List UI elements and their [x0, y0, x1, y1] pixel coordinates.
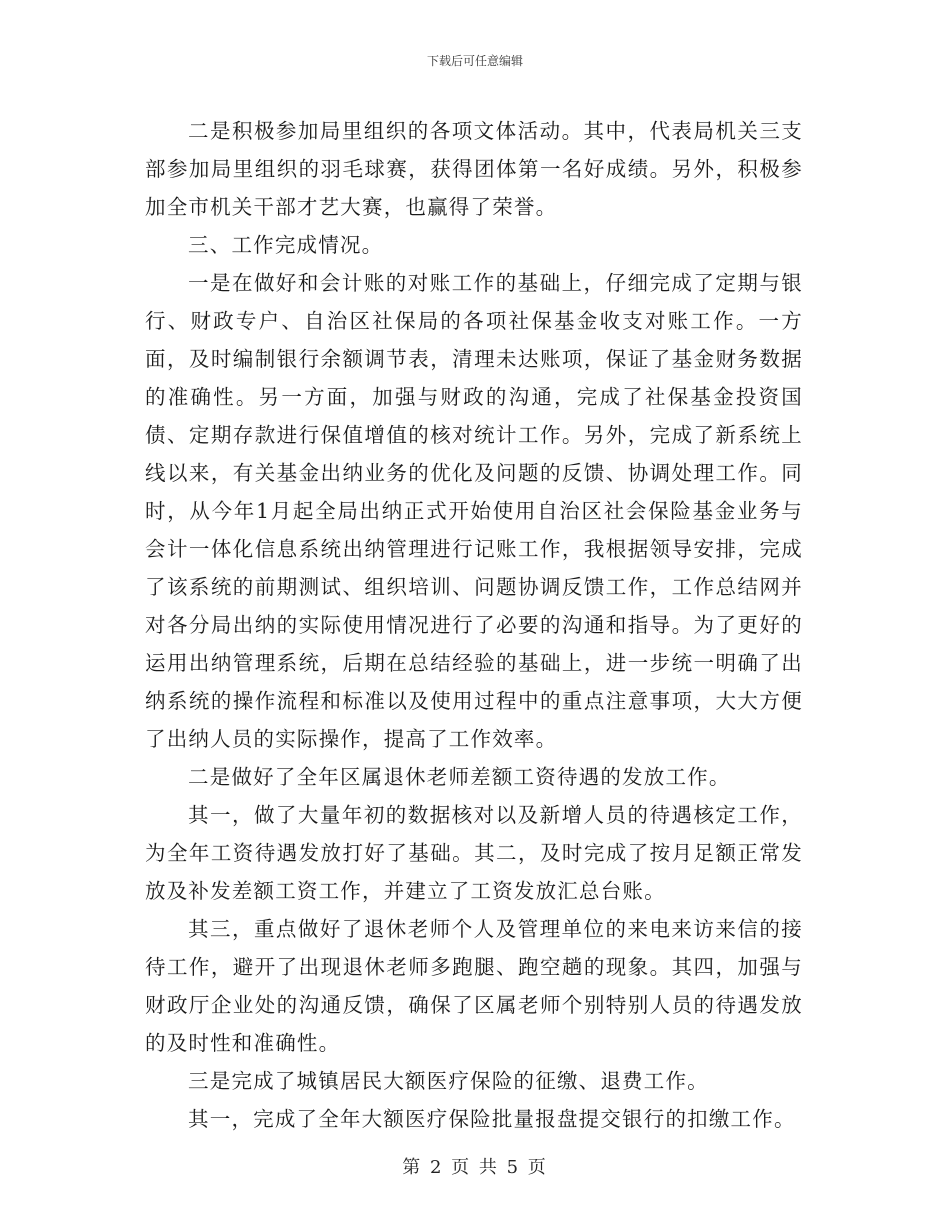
- page-header: 下载后可任意编辑: [426, 54, 523, 68]
- paragraph: 其一，完成了全年大额医疗保险批量报盘提交银行的扣缴工作。: [188, 1107, 796, 1131]
- page-number: 第 2 页 共 5 页: [402, 1157, 548, 1178]
- document-body: [145, 112, 803, 1138]
- paragraph: 一是在做好和会计账的对账工作的基础上，仔细完成了定期与银行、财政专户、自治区社保局的各项社保基金收支对账工作。一方面，及时编制银行余额调节表，清理未达账项，保证了基金财务数据的准确性。另一方面，加强与财政的沟通，完成了社保基金投资国债、定期存款进行保值增值的核对统计工作。另外，完成了新系统上线以来，有关基金出纳业务的优化及问题的反馈、协调处理工作。同时，从今年1月起全局出纳正式开始使用自治区社会保险基金业务与会计一体化信息系统出纳管理进行记账工作，我根据领导安排，完成了该系统的前期测试、组织培训、问题协调反馈工作，工作总结网并对各分局出纳的实际使用情况进行了必要的沟通和指导。为了更好的运用出纳管理系统，后期在总结经验的基础上，进一步统一明确了出纳系统的操作流程和标准以及使用过程中的重点注意事项，大大方便了出纳人员的实际操作，提高了工作效率。: [145, 271, 803, 751]
- paragraph: 二是积极参加局里组织的各项文体活动。其中，代表局机关三支部参加局里组织的羽毛球赛，获得团体第一名好成绩。另外，积极参加全市机关干部才艺大赛，也赢得了荣誉。: [145, 119, 803, 219]
- paragraph: 三是完成了城镇居民大额医疗保险的征缴、退费工作。: [188, 1069, 709, 1093]
- paragraph: 二是做好了全年区属退休老师差额工资待遇的发放工作。: [188, 765, 731, 789]
- paragraph: 其一，做了大量年初的数据核对以及新增人员的待遇核定工作，为全年工资待遇发放打好了基础。其二，及时完成了按月足额正常发放及补发差额工资工作，并建立了工资发放汇总台账。: [145, 803, 803, 903]
- paragraph: 其三，重点做好了退休老师个人及管理单位的来电来访来信的接待工作，避开了出现退休老师多跑腿、跑空趟的现象。其四，加强与财政厅企业处的沟通反馈，确保了区属老师个别特别人员的待遇发放的及时性和准确性。: [145, 917, 803, 1055]
- section-heading: 三、工作完成情况。: [188, 233, 384, 257]
